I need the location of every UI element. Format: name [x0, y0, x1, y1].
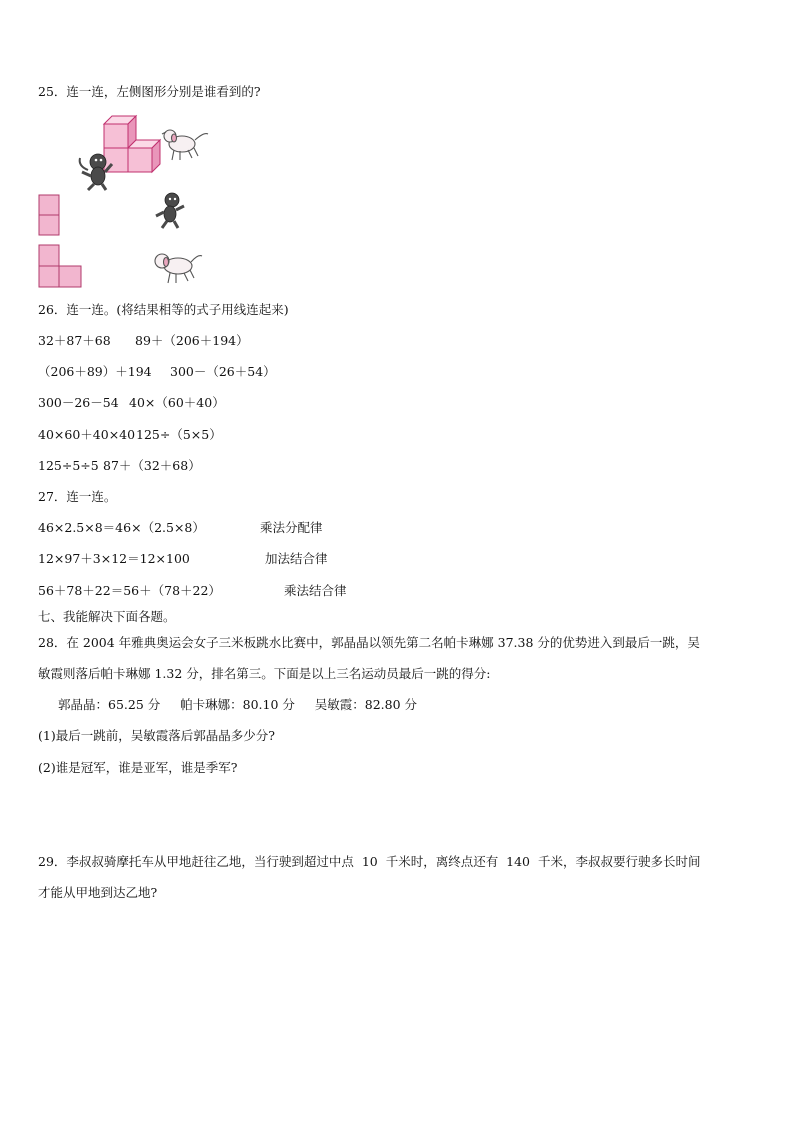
- q28-line-2: 敏霞则落后帕卡琳娜 1.32 分，排名第三。下面是以上三名运动员最后一跳的得分:: [38, 666, 491, 681]
- q26-right-3: 40×（60＋40）: [129, 395, 225, 410]
- q26-right-4: 125÷（5×5）: [136, 427, 222, 442]
- view-shape-vertical: [38, 194, 62, 236]
- q27-law-1: 乘法分配律: [260, 520, 323, 535]
- q26-left-4: 40×60＋40×40: [38, 427, 136, 442]
- q26-right-5: 87＋（32＋68）: [103, 458, 201, 473]
- q26-title: 26．连一连。(将结果相等的式子用线连起来): [38, 302, 289, 317]
- q25-cube-scene: [74, 110, 214, 192]
- monkey-icon: [150, 190, 190, 230]
- cube-stack: [104, 116, 160, 172]
- q26-left-2: （206＋89）＋194: [38, 364, 152, 379]
- q27-title: 27．连一连。: [38, 489, 117, 504]
- q28-scores: 郭晶晶：65.25 分 帕卡琳娜：80.10 分 吴敏霞：82.80 分: [58, 697, 418, 712]
- q26-left-3: 300－26－54: [38, 395, 119, 410]
- dog-icon: [162, 130, 208, 160]
- q29-line-2: 才能从甲地到达乙地?: [38, 885, 158, 900]
- q26-left-5: 125÷5÷5: [38, 458, 99, 473]
- view-shape-L: [38, 242, 84, 288]
- q26-right-2: 300－（26＋54）: [170, 364, 276, 379]
- q27-eq-2: 12×97＋3×12＝12×100: [38, 551, 190, 566]
- q28-sub-1: (1)最后一跳前，吴敏霞落后郭晶晶多少分?: [38, 728, 275, 743]
- q29-line-1: 29．李叔叔骑摩托车从甲地赶往乙地，当行驶到超过中点 10 千米时，离终点还有 140 千米，李叔叔要行驶多长时间: [38, 854, 701, 869]
- q27-law-2: 加法结合律: [265, 551, 328, 566]
- q26-right-1: 89＋（206＋194）: [135, 333, 249, 348]
- q28-sub-2: (2)谁是冠军，谁是亚军，谁是季军?: [38, 760, 238, 775]
- q27-eq-1: 46×2.5×8＝46×（2.5×8）: [38, 520, 205, 535]
- section-7-heading: 七、我能解决下面各题。: [38, 609, 176, 624]
- q27-eq-3: 56＋78＋22＝56＋（78＋22）: [38, 583, 221, 598]
- q26-left-1: 32＋87＋68: [38, 333, 111, 348]
- dog-icon: [148, 248, 204, 286]
- q27-law-3: 乘法结合律: [284, 583, 347, 598]
- q28-line-1: 28．在 2004 年雅典奥运会女子三米板跳水比赛中，郭晶晶以领先第二名帕卡琳娜 37.38 分的优势进入到最后一跳，吴: [38, 635, 700, 650]
- q25-title: 25．连一连，左侧图形分别是谁看到的?: [38, 84, 261, 99]
